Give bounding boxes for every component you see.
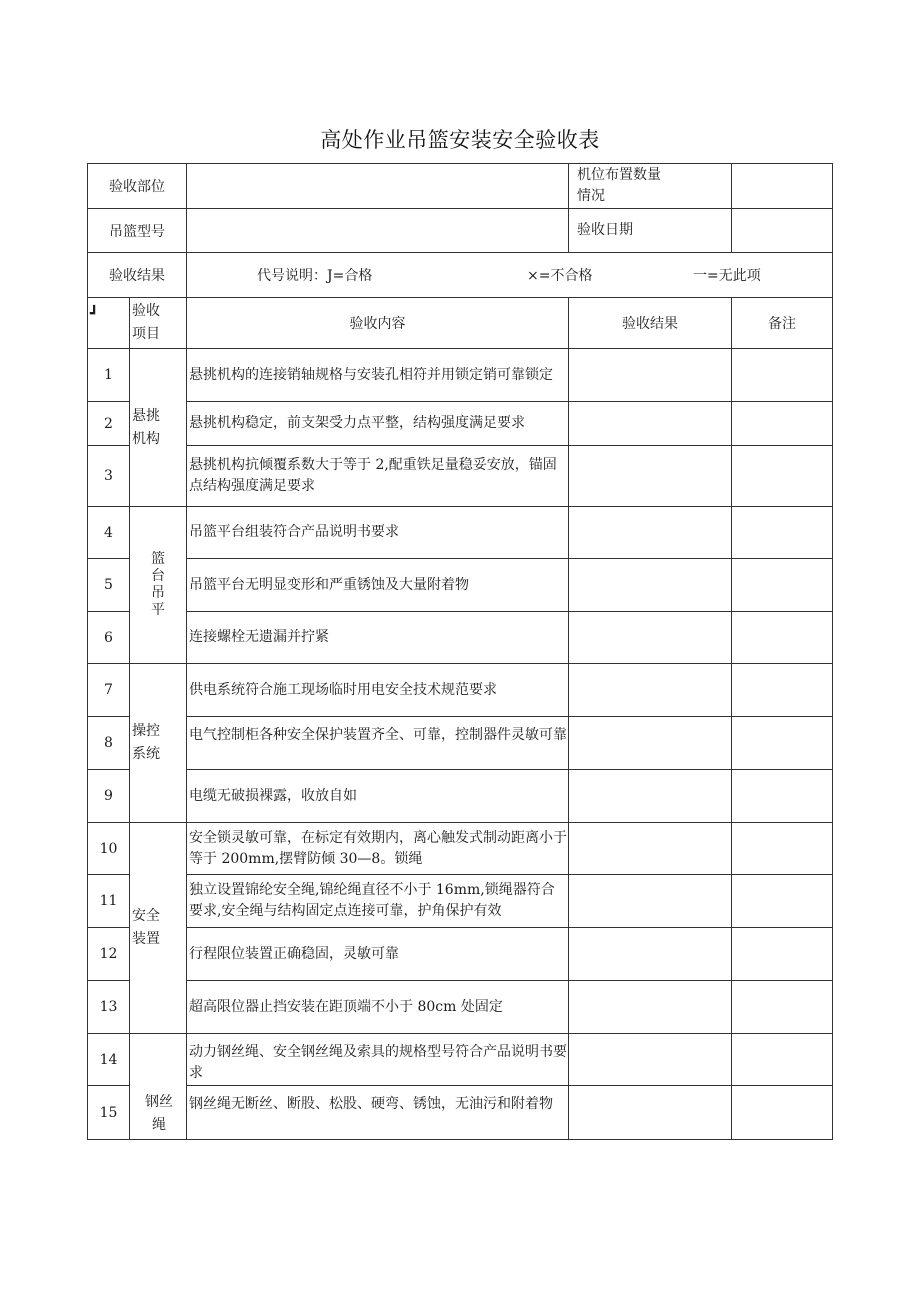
info-row-result-legend [88,253,833,298]
row-content: 悬挑机构的连接销轴规格与安装孔相符并用锁定销可靠锁定 [187,349,569,402]
row-result-cell[interactable] [569,875,732,928]
table-row [88,928,833,981]
row-content: 悬挑机构抗倾覆系数大于等于 2,配重铁足量稳妥安放，锚固点结构强度满足要求 [187,446,569,507]
row-number: 15 [88,1086,130,1140]
table-row [88,1086,833,1140]
location-field[interactable] [187,164,569,209]
header-result: 验收结果 [569,298,732,349]
table-row [88,770,833,823]
table-row [88,507,833,559]
row-result-cell[interactable] [569,349,732,402]
table-row [88,612,833,664]
form-title: 高处作业吊篮安装安全验收表 [320,128,600,152]
row-result-cell[interactable] [569,1086,732,1140]
row-number: 10 [88,823,130,875]
table-row [88,349,833,402]
row-result-cell[interactable] [569,1034,732,1086]
category-wire-rope [130,1034,187,1140]
row-content: 电气控制柜各种安全保护装置齐全、可靠，控制器件灵敏可靠 [187,717,569,770]
category-platform-text: 篮台吊平 [151,551,165,618]
row-note-cell[interactable] [732,770,833,823]
row-number: 11 [88,875,130,928]
row-note-cell[interactable] [732,446,833,507]
inspection-form-table [87,163,833,1140]
category-control [130,664,187,823]
row-number: 14 [88,1034,130,1086]
date-field[interactable] [732,209,833,253]
row-number: 7 [88,664,130,717]
table-row [88,664,833,717]
row-note-cell[interactable] [732,1086,833,1140]
layout-label [569,164,732,209]
legend-fail: ×=不合格 [527,268,593,284]
legend-na: 一=无此项 [693,268,761,284]
table-row [88,559,833,612]
corner-mark: ┛ [88,298,130,349]
row-note-cell[interactable] [732,507,833,559]
row-number: 1 [88,349,130,402]
row-result-cell[interactable] [569,559,732,612]
table-row [88,981,833,1034]
row-note-cell[interactable] [732,349,833,402]
row-content: 吊篮平台无明显变形和严重锈蚀及大量附着物 [187,559,569,612]
info-row-location [88,164,833,209]
table-row [88,823,833,875]
category-safety-text: 安全装置 [132,908,160,947]
row-result-cell[interactable] [569,402,732,446]
header-item-text: 验收项目 [132,303,160,342]
category-wire-rope-text: 钢丝绳 [145,1094,173,1133]
legend-pass: 代号说明：J=合格 [257,268,373,284]
row-content: 钢丝绳无断丝、断股、松股、硬弯、锈蚀，无油污和附着物 [187,1086,569,1140]
table-row [88,402,833,446]
category-platform [130,507,187,664]
category-suspension [130,349,187,507]
row-result-cell[interactable] [569,928,732,981]
row-number: 8 [88,717,130,770]
layout-field[interactable] [732,164,833,209]
table-row [88,717,833,770]
model-label: 吊篮型号 [88,209,187,253]
row-number: 9 [88,770,130,823]
row-note-cell[interactable] [732,664,833,717]
row-content: 安全锁灵敏可靠，在标定有效期内，离心触发式制动距离小于等于 200mm,摆臂防倾 30—8。锁绳 [187,823,569,875]
category-control-text: 操控系统 [132,723,160,762]
category-suspension-text: 悬挑机构 [132,407,160,447]
row-content: 行程限位装置正确稳固，灵敏可靠 [187,928,569,981]
table-row [88,875,833,928]
row-result-cell[interactable] [569,664,732,717]
row-content: 连接螺栓无遗漏并拧紧 [187,612,569,664]
result-label: 验收结果 [88,253,187,298]
row-number: 4 [88,507,130,559]
row-result-cell[interactable] [569,981,732,1034]
header-item [130,298,187,349]
row-content: 超高限位器止挡安装在距顶端不小于 80cm 处固定 [187,981,569,1034]
row-note-cell[interactable] [732,717,833,770]
row-number: 13 [88,981,130,1034]
header-content: 验收内容 [187,298,569,349]
row-result-cell[interactable] [569,446,732,507]
row-note-cell[interactable] [732,559,833,612]
model-field[interactable] [187,209,569,253]
row-content: 动力钢丝绳、安全钢丝绳及索具的规格型号符合产品说明书要求 [187,1034,569,1086]
row-result-cell[interactable] [569,770,732,823]
row-note-cell[interactable] [732,612,833,664]
row-number: 2 [88,402,130,446]
row-number: 5 [88,559,130,612]
table-row [88,446,833,507]
row-note-cell[interactable] [732,402,833,446]
date-label: 验收日期 [569,209,732,253]
row-note-cell[interactable] [732,981,833,1034]
row-result-cell[interactable] [569,823,732,875]
category-safety [130,823,187,1034]
row-content: 电缆无破损裸露，收放自如 [187,770,569,823]
row-note-cell[interactable] [732,928,833,981]
row-result-cell[interactable] [569,507,732,559]
legend-cell [187,253,833,298]
row-number: 6 [88,612,130,664]
row-result-cell[interactable] [569,717,732,770]
table-header-row [88,298,833,349]
row-number: 3 [88,446,130,507]
layout-label-text: 机位布置数量情况 [577,167,661,204]
row-note-cell[interactable] [732,1034,833,1086]
row-number: 12 [88,928,130,981]
row-content: 供电系统符合施工现场临时用电安全技术规范要求 [187,664,569,717]
info-row-model [88,209,833,253]
row-content: 悬挑机构稳定，前支架受力点平整，结构强度满足要求 [187,402,569,446]
location-label: 验收部位 [88,164,187,209]
row-content: 独立设置锦纶安全绳,锦纶绳直径不小于 16mm,锁绳器符合要求,安全绳与结构固定点连接可靠，护角保护有效 [187,875,569,928]
row-note-cell[interactable] [732,823,833,875]
header-note: 备注 [732,298,833,349]
row-content: 吊篮平台组装符合产品说明书要求 [187,507,569,559]
table-row [88,1034,833,1086]
row-note-cell[interactable] [732,875,833,928]
row-result-cell[interactable] [569,612,732,664]
